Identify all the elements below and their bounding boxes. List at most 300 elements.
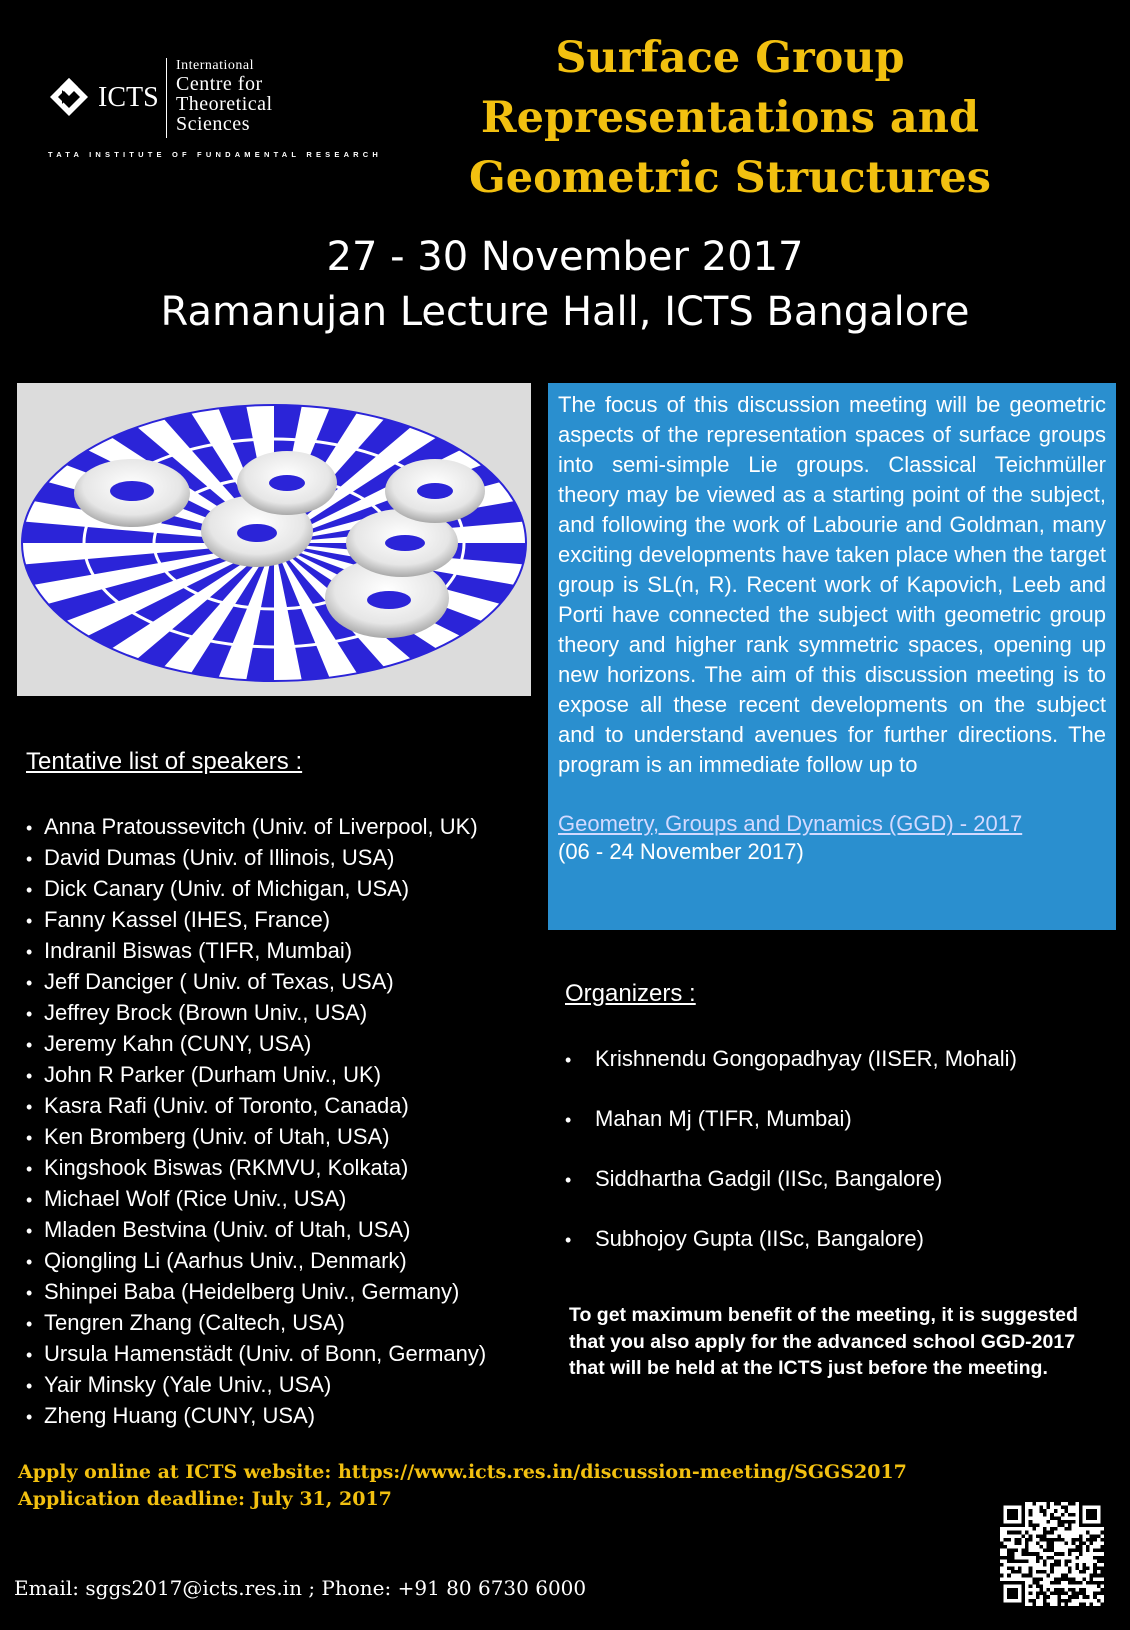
qr-module: [1050, 1592, 1054, 1596]
qr-module: [1014, 1541, 1018, 1545]
qr-module: [1039, 1570, 1043, 1574]
qr-module: [1025, 1531, 1029, 1535]
qr-module: [1057, 1577, 1061, 1581]
qr-module: [1054, 1581, 1058, 1585]
qr-module: [1043, 1513, 1047, 1517]
qr-module: [1039, 1592, 1043, 1596]
list-item: • Tengren Zhang (Caltech, USA): [26, 1308, 486, 1339]
qr-module: [1079, 1592, 1083, 1596]
qr-module: [1079, 1549, 1083, 1553]
qr-module: [1050, 1531, 1054, 1535]
qr-module: [1014, 1538, 1018, 1542]
qr-module: [1097, 1559, 1101, 1563]
qr-module: [1057, 1502, 1061, 1506]
qr-module: [1011, 1531, 1015, 1535]
qr-module: [1043, 1595, 1047, 1599]
qr-module: [1022, 1552, 1026, 1556]
qr-module: [1086, 1531, 1090, 1535]
qr-module: [1093, 1570, 1097, 1574]
qr-module: [1022, 1574, 1026, 1578]
qr-module: [1072, 1588, 1076, 1592]
qr-module: [1032, 1602, 1036, 1606]
qr-module: [1065, 1563, 1069, 1567]
qr-module: [1075, 1545, 1079, 1549]
qr-module: [1032, 1524, 1036, 1528]
qr-module: [1061, 1577, 1065, 1581]
qr-module: [1057, 1581, 1061, 1585]
qr-module: [1022, 1549, 1026, 1553]
qr-module: [1007, 1552, 1011, 1556]
title-line-2: Representations and: [480, 93, 980, 143]
qr-module: [1068, 1595, 1072, 1599]
qr-module: [1057, 1520, 1061, 1524]
title-line-3: Geometric Structures: [469, 153, 991, 203]
qr-module: [1043, 1527, 1047, 1531]
qr-module: [1047, 1545, 1051, 1549]
qr-module: [1065, 1520, 1069, 1524]
qr-module: [1100, 1574, 1104, 1578]
qr-module: [1004, 1545, 1008, 1549]
qr-module: [1072, 1513, 1076, 1517]
qr-module: [1061, 1524, 1065, 1528]
qr-module: [1000, 1574, 1004, 1578]
qr-module: [1068, 1527, 1072, 1531]
qr-module: [1061, 1552, 1065, 1556]
list-item: • Yair Minsky (Yale Univ., USA): [26, 1370, 486, 1401]
qr-module: [1079, 1581, 1083, 1585]
qr-module: [1047, 1541, 1051, 1545]
qr-module: [1057, 1534, 1061, 1538]
qr-module: [1036, 1581, 1040, 1585]
qr-module: [1050, 1556, 1054, 1560]
ggd-link[interactable]: Geometry, Groups and Dynamics (GGD) - 2017: [558, 811, 1023, 836]
logo-name: [176, 58, 273, 134]
qr-module: [1043, 1549, 1047, 1553]
qr-module: [1029, 1567, 1033, 1571]
icts-logo-icon: [48, 76, 90, 118]
qr-module: [1057, 1538, 1061, 1542]
qr-module: [1011, 1552, 1015, 1556]
qr-module: [1004, 1556, 1008, 1560]
list-item: • Kingshook Biswas (RKMVU, Kolkata): [26, 1153, 486, 1184]
apply-online-line[interactable]: Apply online at ICTS website: https://www.icts.res.in/discussion-meeting/SGGS2017: [18, 1461, 907, 1483]
logo-short: ICTS: [98, 82, 159, 113]
qr-module: [1100, 1581, 1104, 1585]
qr-module: [1075, 1592, 1079, 1596]
qr-module: [1007, 1567, 1011, 1571]
qr-module: [1007, 1556, 1011, 1560]
qr-module: [1079, 1570, 1083, 1574]
qr-module: [1047, 1588, 1051, 1592]
qr-module: [1043, 1559, 1047, 1563]
list-item: • Michael Wolf (Rice Univ., USA): [26, 1184, 486, 1215]
qr-module: [1029, 1592, 1033, 1596]
ggd-dates: (06 - 24 November 2017): [558, 839, 804, 864]
qr-module: [1047, 1506, 1051, 1510]
qr-module: [1079, 1545, 1083, 1549]
qr-module: [1039, 1509, 1043, 1513]
qr-module: [1097, 1584, 1101, 1588]
qr-module: [1036, 1595, 1040, 1599]
list-item: • Shinpei Baba (Heidelberg Univ., Germany): [26, 1277, 486, 1308]
qr-module: [1086, 1549, 1090, 1553]
qr-module: [1068, 1599, 1072, 1603]
qr-code: [1000, 1502, 1104, 1606]
qr-module: [1036, 1541, 1040, 1545]
qr-module: [1004, 1538, 1008, 1542]
qr-module: [1075, 1556, 1079, 1560]
qr-module: [1072, 1541, 1076, 1545]
list-item: • Dick Canary (Univ. of Michigan, USA): [26, 874, 486, 905]
qr-module: [1018, 1538, 1022, 1542]
qr-module: [1050, 1581, 1054, 1585]
list-item: • Mladen Bestvina (Univ. of Utah, USA): [26, 1215, 486, 1246]
qr-module: [1093, 1563, 1097, 1567]
qr-module: [1093, 1549, 1097, 1553]
qr-module: [1057, 1595, 1061, 1599]
logo-name-line-2: Centre for: [176, 73, 263, 95]
logo-name-line-1: International: [176, 58, 255, 73]
qr-module: [1072, 1577, 1076, 1581]
qr-module: [1097, 1534, 1101, 1538]
qr-module: [1086, 1509, 1097, 1520]
qr-module: [1093, 1538, 1097, 1542]
qr-module: [1097, 1549, 1101, 1553]
qr-module: [1057, 1563, 1061, 1567]
qr-module: [1086, 1545, 1090, 1549]
qr-module: [1082, 1563, 1086, 1567]
qr-module: [1025, 1545, 1029, 1549]
qr-module: [1072, 1592, 1076, 1596]
qr-module: [1000, 1545, 1004, 1549]
qr-module: [1079, 1602, 1083, 1606]
qr-module: [1039, 1506, 1043, 1510]
qr-module: [1029, 1520, 1033, 1524]
qr-module: [1068, 1549, 1072, 1553]
qr-module: [1068, 1570, 1072, 1574]
qr-module: [1090, 1577, 1094, 1581]
qr-module: [1079, 1541, 1083, 1545]
qr-module: [1047, 1595, 1051, 1599]
qr-module: [1054, 1538, 1058, 1542]
qr-module: [1082, 1570, 1086, 1574]
qr-module: [1036, 1534, 1040, 1538]
qr-module: [1029, 1570, 1033, 1574]
qr-module: [1050, 1563, 1054, 1567]
qr-module: [1036, 1524, 1040, 1528]
qr-module: [1097, 1592, 1101, 1596]
qr-module: [1039, 1545, 1043, 1549]
advanced-school-note: To get maximum benefit of the meeting, it is suggested that you also apply for the advanced school GGD-2017 that will be held at the ICTS just before the meeting.: [569, 1304, 1078, 1379]
qr-module: [1047, 1531, 1051, 1535]
list-item: • Mahan Mj (TIFR, Mumbai): [565, 1104, 1017, 1164]
organizers-list: [565, 1044, 1017, 1284]
qr-module: [1025, 1559, 1029, 1563]
qr-module: [1090, 1574, 1094, 1578]
qr-module: [1050, 1516, 1054, 1520]
qr-module: [1050, 1570, 1054, 1574]
qr-module: [1054, 1577, 1058, 1581]
qr-module: [1086, 1538, 1090, 1542]
qr-module: [1100, 1592, 1104, 1596]
qr-module: [1007, 1588, 1018, 1599]
qr-module: [1054, 1502, 1058, 1506]
qr-module: [1057, 1599, 1061, 1603]
qr-module: [1047, 1520, 1051, 1524]
qr-module: [1075, 1563, 1079, 1567]
qr-module: [1072, 1502, 1076, 1506]
list-item: • Jeffrey Brock (Brown Univ., USA): [26, 998, 486, 1029]
qr-module: [1057, 1559, 1061, 1563]
qr-module: [1050, 1513, 1054, 1517]
qr-module: [1018, 1531, 1022, 1535]
qr-module: [1093, 1595, 1097, 1599]
list-item: • Siddhartha Gadgil (IISc, Bangalore): [565, 1164, 1017, 1224]
list-item: • Subhojoy Gupta (IISc, Bangalore): [565, 1224, 1017, 1284]
qr-module: [1043, 1509, 1047, 1513]
qr-module: [1029, 1509, 1033, 1513]
qr-module: [1097, 1581, 1101, 1585]
speakers-list: [26, 812, 486, 1432]
list-item: • David Dumas (Univ. of Illinois, USA): [26, 843, 486, 874]
qr-module: [1050, 1545, 1054, 1549]
qr-module: [1036, 1559, 1040, 1563]
qr-module: [1007, 1531, 1011, 1535]
qr-module: [1093, 1567, 1097, 1571]
qr-module: [1032, 1502, 1036, 1506]
qr-module: [1097, 1599, 1101, 1603]
qr-module: [1036, 1570, 1040, 1574]
qr-module: [1100, 1538, 1104, 1542]
qr-module: [1079, 1534, 1083, 1538]
logo-parent: TATA INSTITUTE OF FUNDAMENTAL RESEARCH: [48, 150, 383, 159]
qr-module: [1068, 1502, 1072, 1506]
qr-module: [1022, 1534, 1026, 1538]
qr-module: [1032, 1552, 1036, 1556]
qr-module: [1054, 1552, 1058, 1556]
qr-module: [1061, 1592, 1065, 1596]
qr-module: [1065, 1592, 1069, 1596]
torus-single: [74, 459, 190, 527]
qr-module: [1082, 1577, 1086, 1581]
qr-module: [1068, 1581, 1072, 1585]
qr-code-icon: [1000, 1502, 1104, 1606]
qr-module: [1054, 1516, 1058, 1520]
qr-module: [1047, 1556, 1051, 1560]
list-item: • Zheng Huang (CUNY, USA): [26, 1401, 486, 1432]
qr-module: [1050, 1541, 1054, 1545]
qr-module: [1039, 1538, 1043, 1542]
description-text: The focus of this discussion meeting will be geometric aspects of the representation spaces of surface groups into semi-simple Lie groups. Classical Teichmüller theory may be viewed as a starting point of the subject, and following the work of Labourie and Goldman, many exciting developments have taken place when the target group is SL(n, R). Recent work of Kapovich, Leeb and Porti have connected the subject with geometric group theory and higher rank symmetric spaces, opening up new horizons. The aim of this discussion meeting is to expose all these recent developments on the subject and to understand avenues for further directions. The program is an immediate follow up to: [558, 392, 1106, 777]
qr-module: [1043, 1538, 1047, 1542]
qr-module: [1100, 1570, 1104, 1574]
qr-module: [1090, 1541, 1094, 1545]
qr-module: [1075, 1581, 1079, 1585]
qr-module: [1068, 1524, 1072, 1528]
qr-module: [1054, 1559, 1058, 1563]
qr-module: [1036, 1556, 1040, 1560]
qr-module: [1043, 1531, 1047, 1535]
qr-module: [1079, 1588, 1083, 1592]
qr-module: [1025, 1538, 1029, 1542]
qr-module: [1082, 1602, 1086, 1606]
qr-module: [1082, 1595, 1086, 1599]
qr-module: [1057, 1516, 1061, 1520]
qr-module: [1100, 1588, 1104, 1592]
qr-module: [1100, 1556, 1104, 1560]
qr-module: [1054, 1509, 1058, 1513]
qr-module: [1061, 1538, 1065, 1542]
qr-module: [1065, 1574, 1069, 1578]
logo-name-line-4: Sciences: [176, 113, 250, 135]
qr-module: [1057, 1588, 1061, 1592]
logo-divider: [166, 58, 167, 138]
qr-module: [1065, 1599, 1069, 1603]
qr-module: [1100, 1602, 1104, 1606]
qr-module: [1007, 1538, 1011, 1542]
list-item: • Jeremy Kahn (CUNY, USA): [26, 1029, 486, 1060]
qr-module: [1082, 1588, 1086, 1592]
qr-module: [1018, 1567, 1022, 1571]
qr-module: [1043, 1563, 1047, 1567]
qr-module: [1000, 1541, 1004, 1545]
qr-module: [1043, 1534, 1047, 1538]
qr-module: [1065, 1541, 1069, 1545]
qr-module: [1039, 1534, 1043, 1538]
qr-module: [1025, 1574, 1029, 1578]
qr-module: [1100, 1531, 1104, 1535]
qr-module: [1025, 1541, 1029, 1545]
list-item: • Kasra Rafi (Univ. of Toronto, Canada): [26, 1091, 486, 1122]
qr-module: [1029, 1538, 1033, 1542]
qr-module: [1011, 1559, 1015, 1563]
qr-module: [1029, 1534, 1033, 1538]
qr-module: [1086, 1595, 1090, 1599]
qr-module: [1093, 1534, 1097, 1538]
qr-module: [1039, 1556, 1043, 1560]
qr-module: [1029, 1599, 1033, 1603]
qr-module: [1032, 1577, 1036, 1581]
qr-module: [1050, 1549, 1054, 1553]
list-item: • Qiongling Li (Aarhus Univ., Denmark): [26, 1246, 486, 1277]
qr-module: [1068, 1567, 1072, 1571]
list-item: • Anna Pratoussevitch (Univ. of Liverpool, UK): [26, 812, 486, 843]
contact-line: Email: sggs2017@icts.res.in ; Phone: +91 80 6730 6000: [14, 1576, 587, 1600]
qr-module: [1061, 1513, 1065, 1517]
qr-module: [1072, 1520, 1076, 1524]
list-item: • John R Parker (Durham Univ., UK): [26, 1060, 486, 1091]
qr-module: [1090, 1581, 1094, 1585]
list-item: • Indranil Biswas (TIFR, Mumbai): [26, 936, 486, 967]
qr-module: [1018, 1541, 1022, 1545]
qr-module: [1032, 1581, 1036, 1585]
qr-module: [1093, 1592, 1097, 1596]
qr-module: [1061, 1599, 1065, 1603]
description-panel: [548, 383, 1116, 930]
qr-module: [1065, 1509, 1069, 1513]
qr-module: [1011, 1567, 1015, 1571]
qr-module: [1082, 1592, 1086, 1596]
qr-module: [1007, 1559, 1011, 1563]
qr-module: [1065, 1527, 1069, 1531]
qr-module: [1068, 1552, 1072, 1556]
qr-module: [1011, 1556, 1015, 1560]
qr-module: [1036, 1584, 1040, 1588]
qr-module: [1050, 1567, 1054, 1571]
qr-module: [1068, 1559, 1072, 1563]
qr-module: [1061, 1506, 1065, 1510]
qr-module: [1007, 1509, 1018, 1520]
list-item: • Jeff Danciger ( Univ. of Texas, USA): [26, 967, 486, 998]
qr-module: [1082, 1567, 1086, 1571]
qr-module: [1032, 1599, 1036, 1603]
speakers-heading: Tentative list of speakers :: [26, 748, 303, 775]
deadline-line: Application deadline: July 31, 2017: [18, 1488, 392, 1510]
qr-module: [1014, 1531, 1018, 1535]
qr-module: [1050, 1538, 1054, 1542]
hyperbolic-tiling-surfaces: [17, 383, 531, 696]
qr-module: [1036, 1552, 1040, 1556]
qr-module: [1057, 1602, 1061, 1606]
qr-module: [1007, 1549, 1011, 1553]
qr-module: [1039, 1584, 1043, 1588]
qr-module: [1068, 1513, 1072, 1517]
qr-module: [1100, 1545, 1104, 1549]
qr-module: [1093, 1581, 1097, 1585]
qr-module: [1043, 1570, 1047, 1574]
title-line-1: Surface Group: [555, 33, 905, 83]
qr-module: [1000, 1556, 1004, 1560]
application-info: [18, 1459, 907, 1513]
qr-module: [1065, 1506, 1069, 1510]
organizers-heading: Organizers :: [565, 980, 696, 1007]
qr-module: [1097, 1567, 1101, 1571]
qr-module: [1029, 1584, 1033, 1588]
qr-module: [1090, 1538, 1094, 1542]
qr-module: [1100, 1559, 1104, 1563]
qr-module: [1018, 1559, 1022, 1563]
qr-module: [1082, 1541, 1086, 1545]
qr-module: [1065, 1559, 1069, 1563]
qr-module: [1097, 1574, 1101, 1578]
list-item: • Ursula Hamenstädt (Univ. of Bonn, Germany): [26, 1339, 486, 1370]
qr-module: [1054, 1563, 1058, 1567]
qr-module: [1047, 1538, 1051, 1542]
list-item: • Krishnendu Gongopadhyay (IISER, Mohali): [565, 1044, 1017, 1104]
event-venue: Ramanujan Lecture Hall, ICTS Bangalore: [160, 289, 970, 335]
qr-module: [1075, 1538, 1079, 1542]
qr-module: [1057, 1552, 1061, 1556]
qr-module: [1100, 1549, 1104, 1553]
qr-module: [1093, 1556, 1097, 1560]
qr-module: [1057, 1592, 1061, 1596]
qr-module: [1086, 1567, 1090, 1571]
qr-module: [1043, 1602, 1047, 1606]
qr-module: [1039, 1588, 1043, 1592]
qr-module: [1036, 1577, 1040, 1581]
qr-module: [1061, 1574, 1065, 1578]
qr-module: [1047, 1502, 1051, 1506]
qr-module: [1057, 1524, 1061, 1528]
qr-module: [1054, 1588, 1058, 1592]
icts-logo: [48, 58, 383, 168]
qr-module: [1047, 1574, 1051, 1578]
qr-module: [1061, 1588, 1065, 1592]
qr-module: [1075, 1567, 1079, 1571]
qr-module: [1054, 1592, 1058, 1596]
qr-module: [1022, 1559, 1026, 1563]
qr-module: [1072, 1595, 1076, 1599]
